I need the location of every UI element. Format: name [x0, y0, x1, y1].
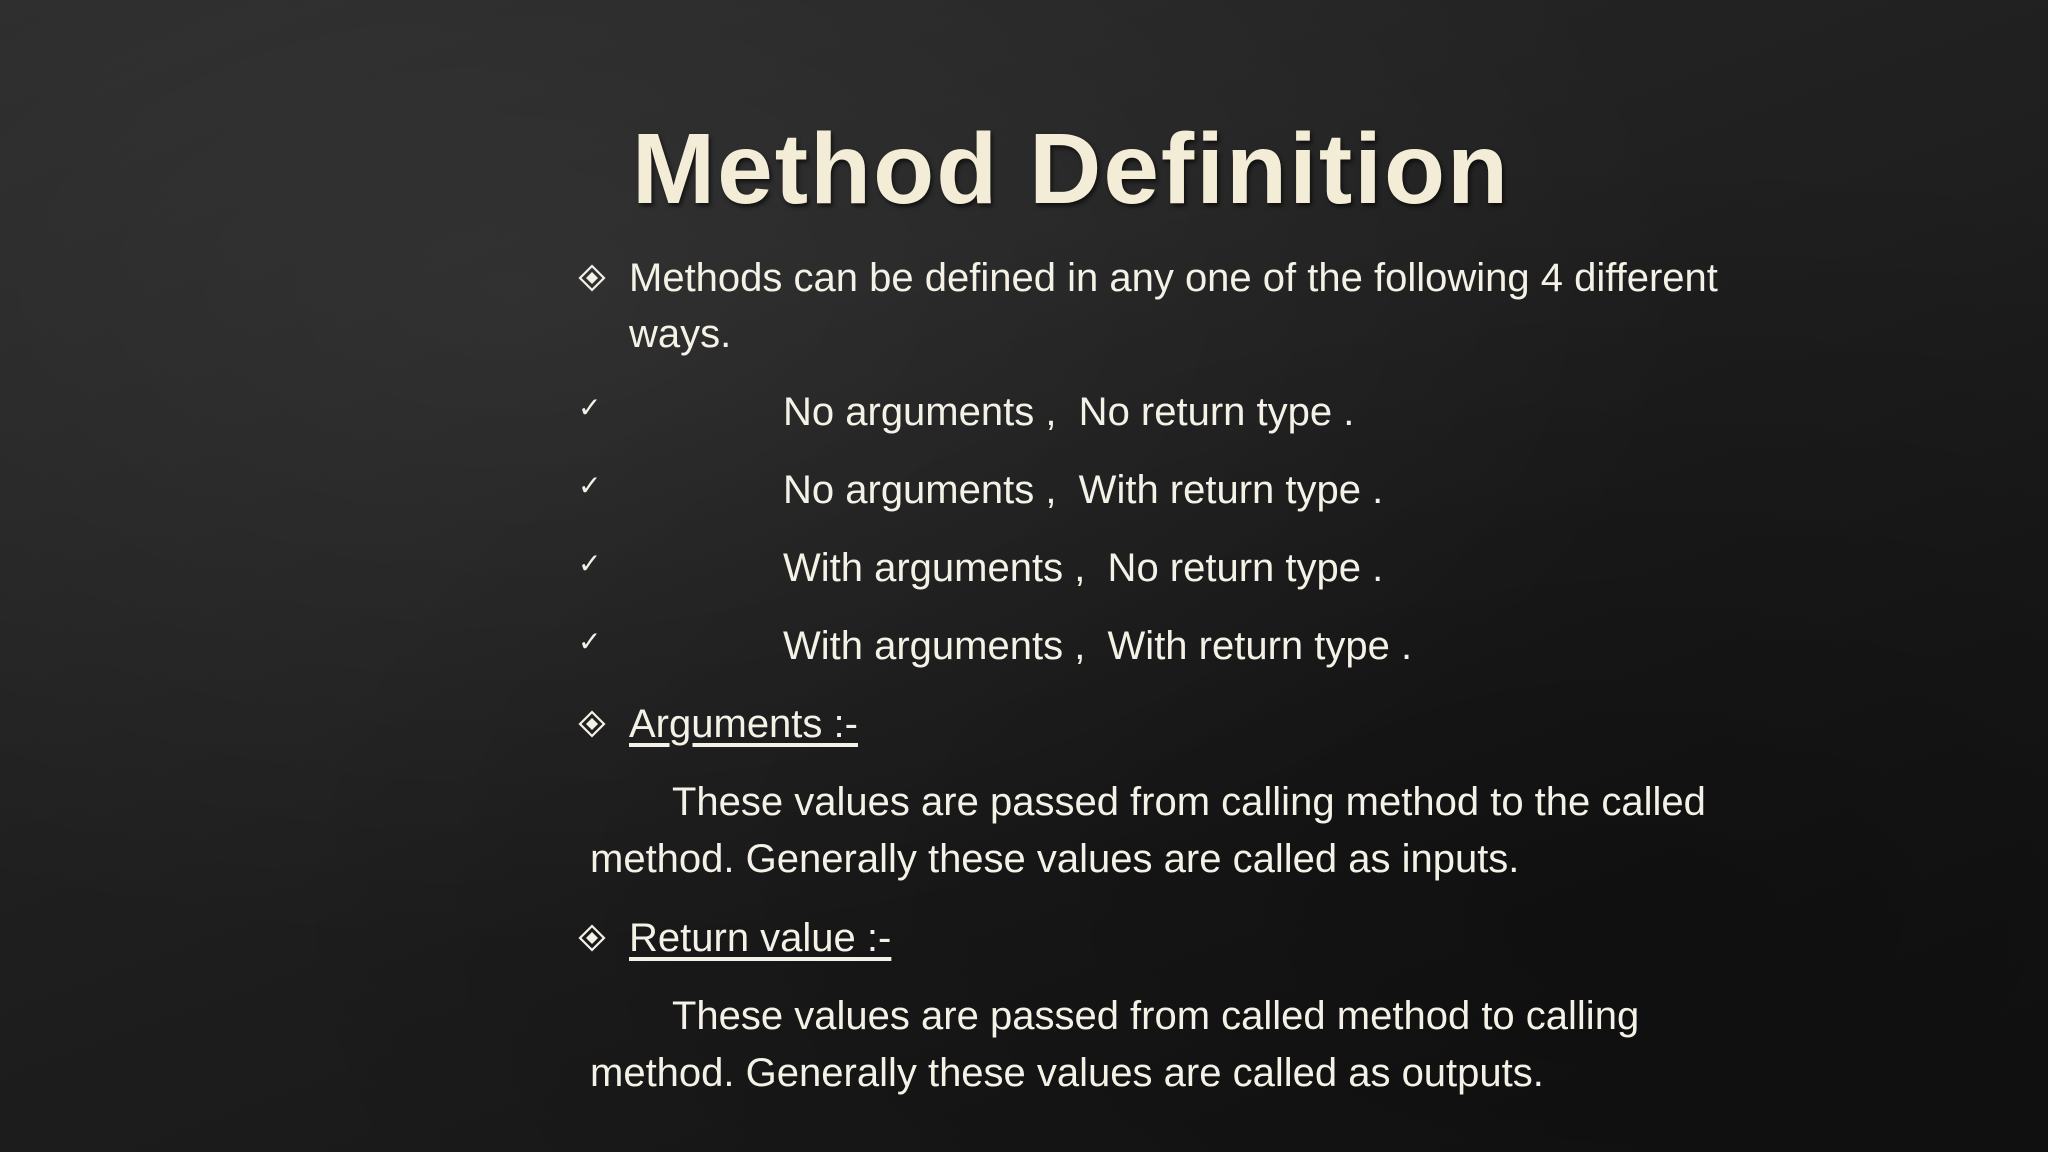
way-text: With arguments , With return type .: [783, 624, 1413, 668]
diamond-bullet-icon: [578, 264, 606, 292]
way-text: No arguments , With return type .: [783, 468, 1384, 512]
way-item: [578, 384, 1758, 440]
diamond-bullet-icon: [578, 710, 606, 738]
arguments-paragraph: These values are passed from calling method to the called method. Generally these values are called as inputs.: [590, 780, 1706, 881]
way-text: No arguments , No return type .: [783, 390, 1355, 434]
way-text: With arguments , No return type .: [783, 546, 1384, 590]
checkmark-icon: ✓: [578, 392, 602, 423]
return-value-heading: Return value :-: [629, 916, 892, 960]
return-value-paragraph: These values are passed from called method to calling method. Generally these values are called as outputs.: [590, 994, 1640, 1095]
return-value-bullet: [578, 910, 1758, 966]
way-item: [578, 540, 1758, 596]
intro-text: Methods can be defined in any one of the following 4 different ways.: [629, 256, 1718, 356]
way-item: [578, 618, 1758, 674]
slide-title: Method Definition: [631, 113, 1511, 225]
intro-bullet: [578, 250, 1758, 362]
slide-content: [578, 250, 1758, 1102]
checkmark-icon: ✓: [578, 548, 602, 579]
diamond-bullet-icon: [578, 924, 606, 952]
arguments-heading: Arguments :-: [629, 702, 858, 746]
checkmark-icon: ✓: [578, 470, 602, 501]
way-item: [578, 462, 1758, 518]
checkmark-icon: ✓: [578, 626, 602, 657]
arguments-bullet: [578, 696, 1758, 752]
